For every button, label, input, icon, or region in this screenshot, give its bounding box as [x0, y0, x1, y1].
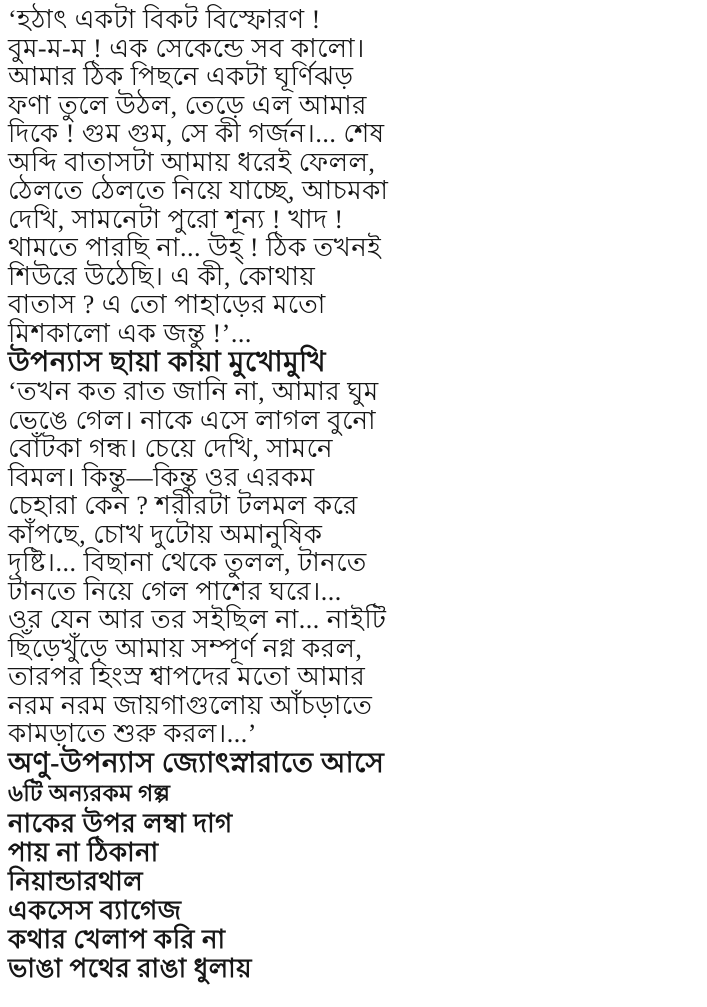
excerpt-line: চেহারা কেন ? শরীরটা টলমল করে	[8, 491, 358, 520]
story-title-list	[8, 809, 701, 983]
excerpt-line: ছিঁড়েখুঁড়ে আমায় সম্পূর্ণ নগ্ন করল,	[8, 633, 363, 663]
micro-novel-section-heading: অণু-উপন্যাস জ্যোৎস্নারাতে আসে	[8, 747, 385, 779]
story-title: ভাঙা পথের রাঙা ধুলায়	[8, 953, 253, 983]
excerpt-line: ঠেলতে ঠেলতে নিয়ে যাচ্ছে, আচমকা	[8, 176, 389, 205]
story-title: নিয়ান্ডারথাল	[8, 866, 144, 896]
excerpt-line: বিমল। কিন্তু—কিন্তু ওর এরকম	[8, 462, 315, 492]
excerpt-line: ফণা তুলে উঠল, তেড়ে এল আমার	[8, 90, 367, 120]
excerpt-line: ভেঙে গেল। নাকে এসে লাগল বুনো	[8, 405, 377, 435]
excerpt-line: থামতে পারছি না... উহ্ ! ঠিক তখনই	[8, 233, 382, 262]
excerpt-line: কামড়াতে শুরু করল।...’	[8, 719, 257, 748]
excerpt-line: ‘হঠাৎ একটা বিকট বিস্ফোরণ !	[8, 5, 321, 34]
excerpt-line: আমার ঠিক পিছনে একটা ঘূর্ণিঝড়	[8, 62, 354, 91]
excerpt-line: তারপর হিংস্র শ্বাপদের মতো আমার	[8, 662, 366, 691]
excerpt-line: নরম নরম জায়গাগুলোয় আঁচড়াতে	[8, 690, 373, 720]
excerpt-line: ‘তখন কত রাত জানি না, আমার ঘুম	[8, 377, 379, 406]
story-title: কথার খেলাপ করি না	[8, 924, 226, 954]
excerpt-line: দৃষ্টি।... বিছানা থেকে তুলল, টানতে	[8, 548, 367, 577]
novel-section-heading: উপন্যাস ছায়া কায়া মুখোমুখি	[8, 347, 327, 378]
excerpt-line: ওর যেন আর তর সইছিল না... নাইটি	[8, 605, 387, 634]
excerpt-line: টানতে নিয়ে গেল পাশের ঘরে।...	[8, 576, 342, 606]
story-title: একসেস ব্যাগেজ	[8, 895, 182, 925]
excerpt-line: দিকে ! গুম গুম, সে কী গর্জন।... শেষ	[8, 119, 385, 148]
excerpt-line: কাঁপছে, চোখ দুটোয় অমানুষিক	[8, 519, 323, 549]
excerpt-line: শিউরে উঠেছি। এ কী, কোথায়	[8, 261, 316, 291]
excerpt-line: বুম-ম-ম ! এক সেকেন্ডে সব কালো।	[8, 33, 365, 63]
excerpt-line: মিশকালো এক জন্তু !’...	[8, 318, 252, 348]
story-title: পায় না ঠিকানা	[8, 837, 159, 867]
excerpt-1	[8, 6, 701, 348]
excerpt-2	[8, 378, 701, 749]
excerpt-line: বোঁটকা গন্ধ। চেয়ে দেখি, সামনে	[8, 434, 334, 463]
story-title: নাকের উপর লম্বা দাগ	[8, 808, 233, 838]
stories-count-subheading: ৬টি অন্যরকম গল্প	[8, 780, 171, 806]
excerpt-line: অব্দি বাতাসটা আমায় ধরেই ফেলল,	[8, 147, 376, 177]
excerpt-line: দেখি, সামনেটা পুরো শূন্য ! খাদ !	[8, 204, 344, 234]
excerpt-line: বাতাস ? এ তো পাহাড়ের মতো	[8, 290, 326, 319]
